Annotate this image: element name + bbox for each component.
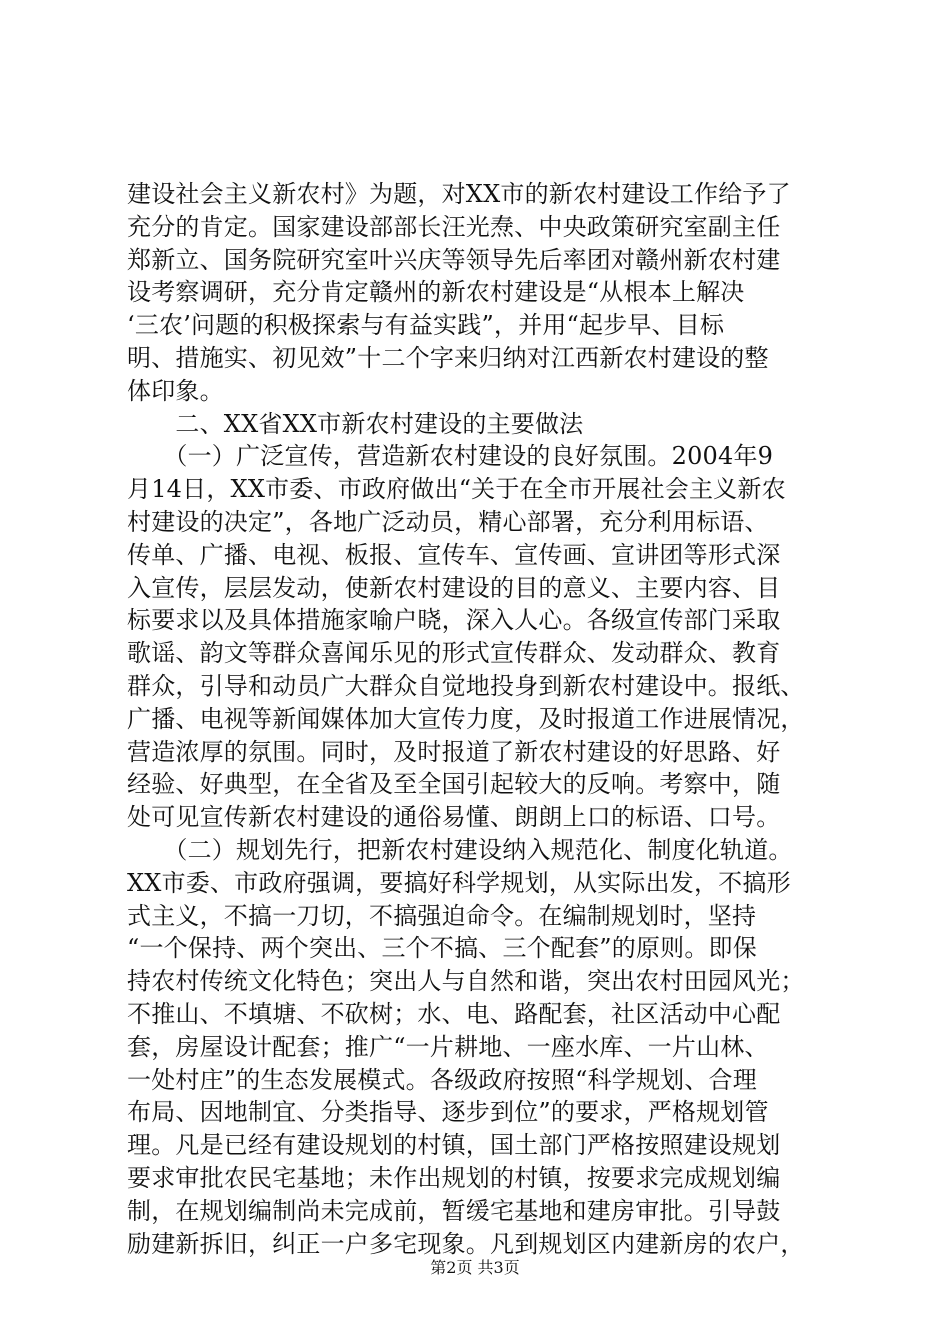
text-line: （二）规划先行，把新农村建设纳入规范化、制度化轨道。 (127, 836, 793, 864)
text-line: 布局、因地制宜、分类指导、逐步到位”的要求，严格规划管 (127, 1098, 769, 1127)
text-line: 建设社会主义新农村》为题，对XX市的新农村建设工作给予了 (127, 180, 791, 208)
text-line: 一处村庄”的生态发展模式。各级政府按照“科学规划、合理 (127, 1065, 757, 1094)
text-line: 体印象。 (127, 376, 224, 405)
text-line: 励建新拆旧，纠正一户多宅现象。凡到规划区内建新房的农户， (127, 1229, 805, 1258)
text-line: 持农村传统文化特色；突出人与自然和谐，突出农村田园风光； (127, 967, 805, 996)
text-line: 要求审批农民宅基地；未作出规划的村镇，按要求完成规划编 (127, 1164, 781, 1192)
text-line: 郑新立、国务院研究室叶兴庆等领导先后率团对赣州新农村建 (127, 245, 781, 274)
text-line: 理。凡是已经有建设规划的村镇，国土部门严格按照建设规划 (127, 1131, 781, 1160)
text-line: 制，在规划编制尚未完成前，暂缓宅基地和建房审批。引导鼓 (127, 1196, 781, 1225)
text-line: 式主义，不搞一刀切，不搞强迫命令。在编制规划时，坚持 (127, 901, 757, 930)
text-line: 月14日，XX市委、市政府做出“关于在全市开展社会主义新农 (127, 475, 786, 504)
page-footer: 第2页 共3页 (430, 1258, 520, 1277)
text-line: 入宣传，层层发动，使新农村建设的目的意义、主要内容、目 (127, 573, 781, 602)
text-line: 标要求以及具体措施家喻户晓，深入人心。各级宣传部门采取 (127, 606, 781, 635)
text-line: 不推山、不填塘、不砍树；水、电、路配套，社区活动中心配 (127, 1000, 781, 1028)
text-line: “一个保持、两个突出、三个不搞、三个配套”的原则。即保 (127, 934, 757, 963)
text-line: 歌谣、韵文等群众喜闻乐见的形式宣传群众、发动群众、教育 (127, 639, 781, 668)
text-line: 群众，引导和动员广大群众自觉地投身到新农村建设中。报纸、 (127, 672, 805, 700)
text-line: 营造浓厚的氛围。同时，及时报道了新农村建设的好思路、好 (127, 737, 781, 766)
text-line: 村建设的决定”，各地广泛动员，精心部署，充分利用标语、 (127, 508, 769, 536)
text-line: 明、措施实、初见效”十二个字来归纳对江西新农村建设的整 (127, 344, 769, 372)
text-line: 充分的肯定。国家建设部部长汪光焘、中央政策研究室副主任 (127, 212, 781, 241)
text-line: 传单、广播、电视、板报、宣传车、宣传画、宣讲团等形式深 (127, 540, 781, 569)
text-line: 二、XX省XX市新农村建设的主要做法 (127, 409, 584, 438)
text-line: 套，房屋设计配套；推广“一片耕地、一座水库、一片山林、 (127, 1032, 769, 1061)
text-line: 处可见宣传新农村建设的通俗易懂、朗朗上口的标语、口号。 (127, 803, 781, 832)
text-line: 设考察调研，充分肯定赣州的新农村建设是“从根本上解决 (127, 278, 745, 307)
text-line: 经验、好典型，在全省及至全国引起较大的反响。考察中，随 (127, 770, 781, 799)
text-line: ‘三农’问题的积极探索与有益实践”，并用“起步早、目标 (127, 311, 725, 340)
text-line: （一）广泛宣传，营造新农村建设的良好氛围。2004年9 (127, 442, 774, 471)
text-line: 广播、电视等新闻媒体加大宣传力度，及时报道工作进展情况， (127, 704, 805, 733)
text-line: XX市委、市政府强调，要搞好科学规划，从实际出发，不搞形 (127, 868, 791, 897)
